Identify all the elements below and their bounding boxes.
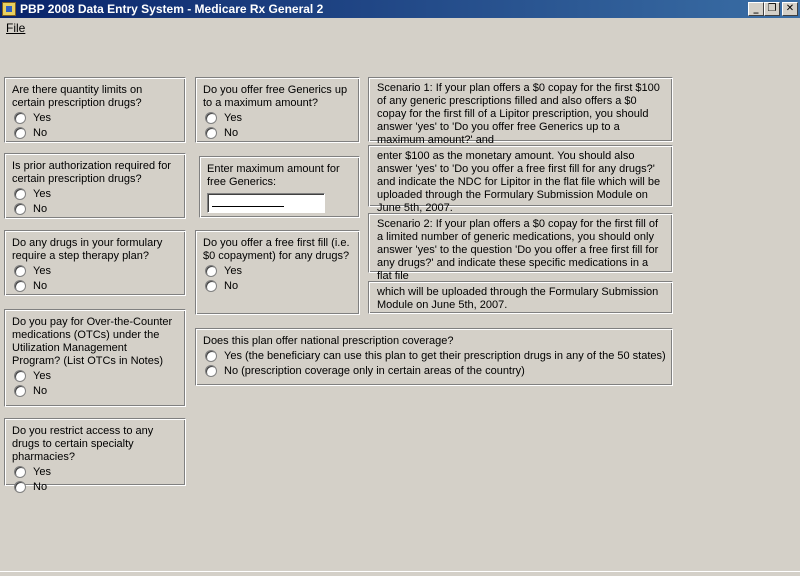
question-label: Are there quantity limits on certain prescription drugs? bbox=[12, 84, 143, 109]
question-label: Is prior authorization required for certain prescription drugs? bbox=[12, 160, 171, 185]
question-label: Do you pay for Over-the-Counter medications (OTCs) under the Utilization Management Program? (List OTCs in Notes) bbox=[12, 316, 173, 367]
close-button[interactable]: ✕ bbox=[782, 2, 798, 16]
quantity-limits-group bbox=[4, 77, 186, 143]
otc-yes[interactable] bbox=[12, 368, 178, 383]
option-label: No bbox=[33, 126, 48, 139]
max-amount-group bbox=[199, 156, 360, 218]
option-label: Yes (the beneficiary can use this plan to get their prescription drugs in any of the 50 states) bbox=[224, 349, 666, 362]
input-underline bbox=[212, 206, 284, 207]
question-label: Do any drugs in your formulary require a step therapy plan? bbox=[12, 237, 163, 262]
free-generics-no[interactable] bbox=[203, 125, 352, 140]
free-first-fill-yes[interactable] bbox=[203, 263, 352, 278]
menu-file[interactable]: File bbox=[6, 21, 26, 35]
specialty-pharmacy-group bbox=[4, 418, 186, 493]
otc-group bbox=[4, 309, 186, 407]
option-label: Yes bbox=[33, 187, 51, 200]
prior-auth-group bbox=[4, 153, 186, 219]
radio-button[interactable] bbox=[14, 370, 26, 382]
scenario2-part1-panel bbox=[368, 213, 673, 282]
radio-button[interactable] bbox=[14, 112, 26, 124]
option-label: No bbox=[224, 126, 239, 139]
radio-button[interactable] bbox=[14, 127, 26, 139]
scenario2-part1-text: Scenario 2: If your plan offers a $0 copay for the first fill of a limited number of generic medications, you should only answer 'yes' to the question 'Do you offer a free first fill for any drugs?' and indicate these specific medications in a flat file bbox=[377, 218, 659, 282]
menu-bar bbox=[0, 19, 800, 37]
scenario2-part2-panel bbox=[368, 281, 673, 314]
option-label: No (prescription coverage only in certain areas of the country) bbox=[224, 364, 525, 377]
radio-button[interactable] bbox=[14, 466, 26, 478]
radio-button[interactable] bbox=[205, 280, 217, 292]
free-first-fill-group bbox=[195, 230, 360, 315]
specialty-no[interactable] bbox=[12, 479, 178, 494]
option-label: No bbox=[33, 202, 48, 215]
option-label: Yes bbox=[224, 111, 242, 124]
radio-button[interactable] bbox=[205, 112, 217, 124]
radio-button[interactable] bbox=[14, 385, 26, 397]
question-label: Do you offer free Generics up to a maximum amount? bbox=[203, 84, 348, 109]
radio-button[interactable] bbox=[205, 365, 217, 377]
quantity-limits-yes[interactable] bbox=[12, 110, 178, 125]
restore-button[interactable]: ❐ bbox=[764, 2, 780, 16]
scenario1-part1-panel bbox=[368, 77, 673, 146]
question-label: Do you restrict access to any drugs to certain specialty pharmacies? bbox=[12, 425, 154, 463]
app-icon bbox=[2, 2, 16, 16]
free-generics-group bbox=[195, 77, 360, 143]
window-bottom-edge bbox=[0, 571, 800, 576]
window-title: PBP 2008 Data Entry System - Medicare Rx General 2 bbox=[20, 2, 324, 16]
option-label: Yes bbox=[33, 264, 51, 277]
radio-button[interactable] bbox=[14, 280, 26, 292]
minimize-button[interactable]: _ bbox=[748, 2, 764, 16]
radio-button[interactable] bbox=[205, 350, 217, 362]
specialty-yes[interactable] bbox=[12, 464, 178, 479]
radio-button[interactable] bbox=[205, 127, 217, 139]
option-label: Yes bbox=[33, 111, 51, 124]
free-generics-yes[interactable] bbox=[203, 110, 352, 125]
max-amount-input[interactable] bbox=[207, 193, 325, 213]
option-label: Yes bbox=[33, 465, 51, 478]
option-label: No bbox=[224, 279, 239, 292]
radio-button[interactable] bbox=[14, 265, 26, 277]
radio-button[interactable] bbox=[14, 481, 26, 493]
question-label: Do you offer a free first fill (i.e. $0 copayment) for any drugs? bbox=[203, 237, 350, 262]
title-bar bbox=[0, 0, 800, 18]
prior-auth-no[interactable] bbox=[12, 201, 178, 216]
option-label: No bbox=[33, 279, 48, 292]
radio-button[interactable] bbox=[14, 188, 26, 200]
scenario1-part2-text: enter $100 as the monetary amount. You should also answer 'yes' to 'Do you offer a free first fill for any drugs?' and indicate the NDC for Lipitor in the flat file which will be uploaded through the Formulary Submission Module on June 5th, 2007. bbox=[377, 150, 661, 214]
max-amount-label: Enter maximum amount for free Generics: bbox=[207, 163, 340, 188]
scenario1-part2-panel bbox=[368, 145, 673, 214]
quantity-limits-no[interactable] bbox=[12, 125, 178, 140]
option-label: No bbox=[33, 480, 48, 493]
radio-button[interactable] bbox=[205, 265, 217, 277]
national-coverage-yes[interactable] bbox=[203, 348, 665, 363]
step-therapy-yes[interactable] bbox=[12, 263, 178, 278]
radio-button[interactable] bbox=[14, 203, 26, 215]
otc-no[interactable] bbox=[12, 383, 178, 398]
option-label: Yes bbox=[33, 369, 51, 382]
step-therapy-group bbox=[4, 230, 186, 296]
option-label: No bbox=[33, 384, 48, 397]
scenario2-part2-text: which will be uploaded through the Formulary Submission Module on June 5th, 2007. bbox=[377, 286, 659, 311]
national-coverage-group bbox=[195, 328, 673, 386]
free-first-fill-no[interactable] bbox=[203, 278, 352, 293]
national-coverage-no[interactable] bbox=[203, 363, 665, 378]
step-therapy-no[interactable] bbox=[12, 278, 178, 293]
prior-auth-yes[interactable] bbox=[12, 186, 178, 201]
scenario1-part1-text: Scenario 1: If your plan offers a $0 copay for the first $100 of any generic prescriptions filled and also offers a $0 copay for the first fill of a Lipitor prescription, you should answer 'yes' to 'Do you offer free Generics up to a maximum amount?' and bbox=[377, 82, 660, 146]
option-label: Yes bbox=[224, 264, 242, 277]
question-label: Does this plan offer national prescription coverage? bbox=[203, 335, 454, 347]
